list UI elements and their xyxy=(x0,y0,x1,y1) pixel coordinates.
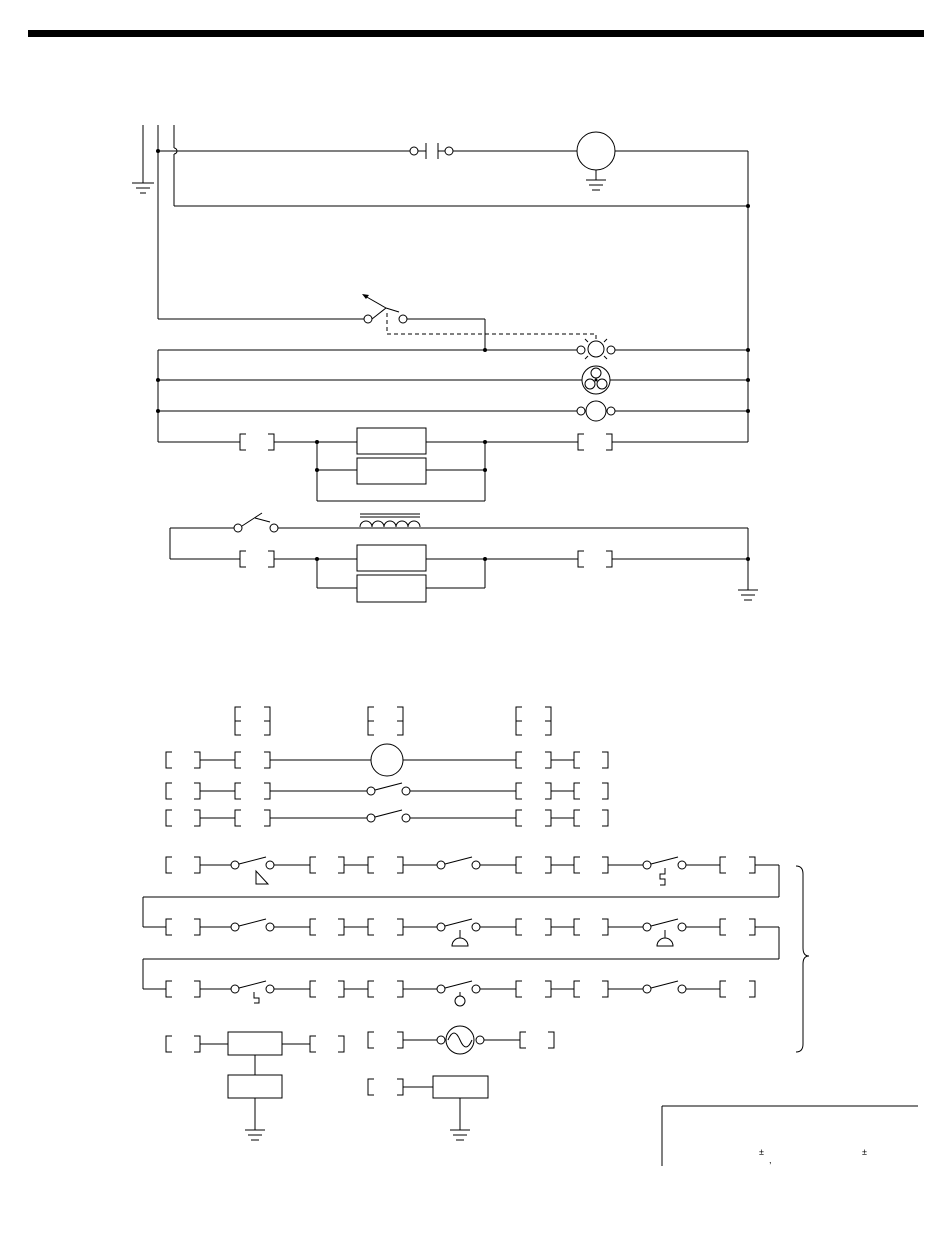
upper-schematic xyxy=(132,125,758,602)
curly-bracket xyxy=(796,866,809,1052)
transformer-coil xyxy=(360,514,420,527)
info-box xyxy=(662,1106,918,1166)
pm-right: ± xyxy=(862,1147,867,1157)
ground-symbol xyxy=(738,590,758,600)
ground-symbol xyxy=(450,1130,470,1140)
lamp-icon xyxy=(588,341,604,357)
info-mark: , xyxy=(769,1155,772,1165)
motor-circle xyxy=(577,132,615,170)
fan-motor-icon xyxy=(582,366,610,394)
ground-symbol xyxy=(132,183,154,193)
lower-ladder xyxy=(143,707,809,1140)
pm-left: ± xyxy=(759,1147,764,1157)
motor-circle xyxy=(371,744,403,776)
ground-symbol xyxy=(245,1130,265,1140)
header-rule xyxy=(28,30,924,37)
heater-symbol xyxy=(357,428,426,454)
ground-symbol xyxy=(586,180,606,190)
heater-symbol xyxy=(357,458,426,484)
